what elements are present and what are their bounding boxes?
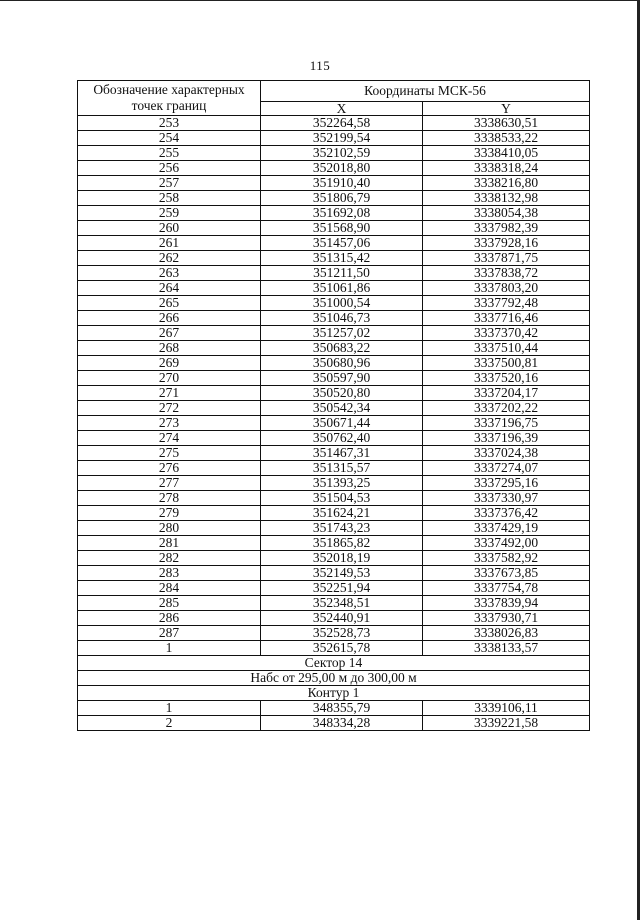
point-number-cell: 271 <box>78 386 261 401</box>
point-number-cell: 267 <box>78 326 261 341</box>
header-x: X <box>261 102 423 116</box>
x-coordinate-cell: 352348,51 <box>261 596 423 611</box>
table-row <box>78 281 590 296</box>
x-coordinate-cell: 352018,19 <box>261 551 423 566</box>
y-coordinate-cell: 3338533,22 <box>423 131 590 146</box>
point-number-cell: 285 <box>78 596 261 611</box>
point-number-cell: 283 <box>78 566 261 581</box>
table-row <box>78 116 590 131</box>
table-row <box>78 266 590 281</box>
x-coordinate-cell: 351910,40 <box>261 176 423 191</box>
x-coordinate-cell: 351743,23 <box>261 521 423 536</box>
point-number-cell: 270 <box>78 371 261 386</box>
sector-label-row <box>78 656 590 671</box>
point-number-cell: 272 <box>78 401 261 416</box>
point-number-cell: 256 <box>78 161 261 176</box>
table-row <box>78 131 590 146</box>
x-coordinate-cell: 350671,44 <box>261 416 423 431</box>
point-number-cell: 255 <box>78 146 261 161</box>
y-coordinate-cell: 3337202,22 <box>423 401 590 416</box>
table-row <box>78 536 590 551</box>
y-coordinate-cell: 3338054,38 <box>423 206 590 221</box>
x-coordinate-cell: 351457,06 <box>261 236 423 251</box>
y-coordinate-cell: 3337330,97 <box>423 491 590 506</box>
contour-label-row <box>78 686 590 701</box>
point-number-cell: 279 <box>78 506 261 521</box>
y-coordinate-cell: 3337274,07 <box>423 461 590 476</box>
x-coordinate-cell: 350680,96 <box>261 356 423 371</box>
table-row <box>78 476 590 491</box>
point-number-cell: 276 <box>78 461 261 476</box>
point-number-cell: 1 <box>78 701 261 716</box>
y-coordinate-cell: 3337871,75 <box>423 251 590 266</box>
table-row <box>78 326 590 341</box>
table-row <box>78 386 590 401</box>
table-row <box>78 431 590 446</box>
table-row <box>78 506 590 521</box>
point-number-cell: 260 <box>78 221 261 236</box>
x-coordinate-cell: 352102,59 <box>261 146 423 161</box>
point-number-cell: 273 <box>78 416 261 431</box>
y-coordinate-cell: 3337792,48 <box>423 296 590 311</box>
y-coordinate-cell: 3337982,39 <box>423 221 590 236</box>
height-range-label-row <box>78 671 590 686</box>
point-number-cell: 278 <box>78 491 261 506</box>
x-coordinate-cell: 351046,73 <box>261 311 423 326</box>
point-number-cell: 262 <box>78 251 261 266</box>
x-coordinate-cell: 351692,08 <box>261 206 423 221</box>
y-coordinate-cell: 3337196,39 <box>423 431 590 446</box>
x-coordinate-cell: 348355,79 <box>261 701 423 716</box>
coordinates-table <box>77 80 590 731</box>
table-row <box>78 311 590 326</box>
table-row <box>78 221 590 236</box>
contour-label: Контур 1 <box>78 686 590 701</box>
y-coordinate-cell: 3337716,46 <box>423 311 590 326</box>
x-coordinate-cell: 351000,54 <box>261 296 423 311</box>
table-row <box>78 401 590 416</box>
table-row <box>78 446 590 461</box>
y-coordinate-cell: 3337930,71 <box>423 611 590 626</box>
y-coordinate-cell: 3337429,19 <box>423 521 590 536</box>
table-row <box>78 371 590 386</box>
x-coordinate-cell: 350542,34 <box>261 401 423 416</box>
y-coordinate-cell: 3338630,51 <box>423 116 590 131</box>
table-row <box>78 236 590 251</box>
table-row <box>78 596 590 611</box>
y-coordinate-cell: 3337838,72 <box>423 266 590 281</box>
x-coordinate-cell: 351568,90 <box>261 221 423 236</box>
x-coordinate-cell: 348334,28 <box>261 716 423 731</box>
table-row <box>78 341 590 356</box>
x-coordinate-cell: 352264,58 <box>261 116 423 131</box>
table-row <box>78 521 590 536</box>
x-coordinate-cell: 351061,86 <box>261 281 423 296</box>
x-coordinate-cell: 351467,31 <box>261 446 423 461</box>
y-coordinate-cell: 3337754,78 <box>423 581 590 596</box>
x-coordinate-cell: 351504,53 <box>261 491 423 506</box>
x-coordinate-cell: 350762,40 <box>261 431 423 446</box>
point-number-cell: 264 <box>78 281 261 296</box>
table-row <box>78 461 590 476</box>
table-row <box>78 641 590 656</box>
point-number-cell: 253 <box>78 116 261 131</box>
x-coordinate-cell: 351806,79 <box>261 191 423 206</box>
table-body <box>78 116 590 731</box>
table-row <box>78 206 590 221</box>
point-number-cell: 280 <box>78 521 261 536</box>
x-coordinate-cell: 352199,54 <box>261 131 423 146</box>
y-coordinate-cell: 3337673,85 <box>423 566 590 581</box>
x-coordinate-cell: 351624,21 <box>261 506 423 521</box>
y-coordinate-cell: 3337370,42 <box>423 326 590 341</box>
y-coordinate-cell: 3337500,81 <box>423 356 590 371</box>
x-coordinate-cell: 350597,90 <box>261 371 423 386</box>
table-row <box>78 551 590 566</box>
y-coordinate-cell: 3337204,17 <box>423 386 590 401</box>
point-number-cell: 266 <box>78 311 261 326</box>
table-row <box>78 716 590 731</box>
x-coordinate-cell: 352149,53 <box>261 566 423 581</box>
point-number-cell: 257 <box>78 176 261 191</box>
x-coordinate-cell: 352615,78 <box>261 641 423 656</box>
y-coordinate-cell: 3337510,44 <box>423 341 590 356</box>
x-coordinate-cell: 351865,82 <box>261 536 423 551</box>
point-number-cell: 265 <box>78 296 261 311</box>
table-row <box>78 356 590 371</box>
y-coordinate-cell: 3338318,24 <box>423 161 590 176</box>
point-number-cell: 269 <box>78 356 261 371</box>
point-number-cell: 259 <box>78 206 261 221</box>
table-row <box>78 191 590 206</box>
header-point-designation: Обозначение характерных точек границ <box>78 81 261 116</box>
table-row <box>78 176 590 191</box>
y-coordinate-cell: 3337928,16 <box>423 236 590 251</box>
x-coordinate-cell: 351315,57 <box>261 461 423 476</box>
page-number: 115 <box>309 58 331 73</box>
y-coordinate-cell: 3338026,83 <box>423 626 590 641</box>
y-coordinate-cell: 3337295,16 <box>423 476 590 491</box>
point-number-cell: 277 <box>78 476 261 491</box>
x-coordinate-cell: 351393,25 <box>261 476 423 491</box>
point-number-cell: 282 <box>78 551 261 566</box>
x-coordinate-cell: 351257,02 <box>261 326 423 341</box>
x-coordinate-cell: 352528,73 <box>261 626 423 641</box>
table-row <box>78 161 590 176</box>
y-coordinate-cell: 3338132,98 <box>423 191 590 206</box>
x-coordinate-cell: 350683,22 <box>261 341 423 356</box>
x-coordinate-cell: 352251,94 <box>261 581 423 596</box>
point-number-cell: 287 <box>78 626 261 641</box>
table-row <box>78 491 590 506</box>
y-coordinate-cell: 3337492,00 <box>423 536 590 551</box>
y-coordinate-cell: 3337196,75 <box>423 416 590 431</box>
table-row <box>78 416 590 431</box>
y-coordinate-cell: 3337024,38 <box>423 446 590 461</box>
point-number-cell: 281 <box>78 536 261 551</box>
y-coordinate-cell: 3337582,92 <box>423 551 590 566</box>
sector-label: Сектор 14 <box>78 656 590 671</box>
table-row <box>78 611 590 626</box>
point-number-cell: 274 <box>78 431 261 446</box>
x-coordinate-cell: 350520,80 <box>261 386 423 401</box>
y-coordinate-cell: 3337520,16 <box>423 371 590 386</box>
point-number-cell: 275 <box>78 446 261 461</box>
table-row <box>78 566 590 581</box>
header-y: Y <box>423 102 590 116</box>
point-number-cell: 1 <box>78 641 261 656</box>
point-number-cell: 2 <box>78 716 261 731</box>
point-number-cell: 286 <box>78 611 261 626</box>
point-number-cell: 254 <box>78 131 261 146</box>
table-row <box>78 701 590 716</box>
y-coordinate-cell: 3337803,20 <box>423 281 590 296</box>
y-coordinate-cell: 3339106,11 <box>423 701 590 716</box>
x-coordinate-cell: 351315,42 <box>261 251 423 266</box>
point-number-cell: 263 <box>78 266 261 281</box>
point-number-cell: 284 <box>78 581 261 596</box>
y-coordinate-cell: 3339221,58 <box>423 716 590 731</box>
point-number-cell: 258 <box>78 191 261 206</box>
x-coordinate-cell: 352440,91 <box>261 611 423 626</box>
table-row <box>78 251 590 266</box>
point-number-cell: 268 <box>78 341 261 356</box>
table-row <box>78 146 590 161</box>
x-coordinate-cell: 351211,50 <box>261 266 423 281</box>
page-top-edge <box>0 0 640 1</box>
y-coordinate-cell: 3338216,80 <box>423 176 590 191</box>
table-row <box>78 626 590 641</box>
point-number-cell: 261 <box>78 236 261 251</box>
y-coordinate-cell: 3337839,94 <box>423 596 590 611</box>
header-coordinates-msk56: Координаты МСК-56 <box>261 81 590 102</box>
y-coordinate-cell: 3337376,42 <box>423 506 590 521</box>
table-row <box>78 296 590 311</box>
y-coordinate-cell: 3338410,05 <box>423 146 590 161</box>
x-coordinate-cell: 352018,80 <box>261 161 423 176</box>
y-coordinate-cell: 3338133,57 <box>423 641 590 656</box>
table-row <box>78 581 590 596</box>
height-range-label: Набс от 295,00 м до 300,00 м <box>78 671 590 686</box>
